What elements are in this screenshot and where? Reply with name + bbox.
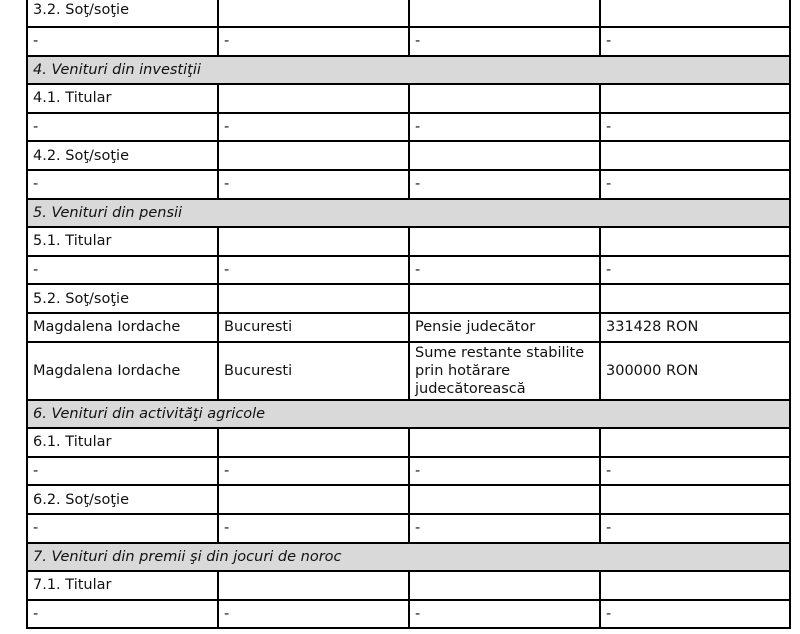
table-cell: Bucuresti bbox=[219, 314, 410, 341]
table-cell: - bbox=[219, 171, 410, 198]
table-cell: - bbox=[410, 257, 601, 284]
empty-cell bbox=[601, 572, 789, 599]
empty-cell bbox=[410, 429, 601, 456]
table-row bbox=[26, 257, 791, 286]
table-cell: - bbox=[606, 33, 612, 50]
table-row bbox=[26, 601, 791, 630]
table-cell: Magdalena Iordache bbox=[28, 314, 219, 341]
subsection-row bbox=[26, 142, 791, 171]
table-cell: Bucuresti bbox=[219, 343, 410, 399]
section-header-row bbox=[26, 401, 791, 430]
empty-cell bbox=[219, 285, 410, 312]
table-row bbox=[26, 314, 791, 343]
subsection-label: 5.2. Soţ/soţie bbox=[28, 285, 219, 312]
empty-cell bbox=[601, 142, 789, 169]
table-cell: - bbox=[28, 257, 219, 284]
section-title: 6. Venituri din activităţi agricole bbox=[33, 405, 266, 422]
income-declaration-table bbox=[26, 0, 791, 634]
table-cell: Sume restante stabilite prin hotărare judecătorească bbox=[410, 343, 601, 399]
table-row bbox=[26, 114, 791, 143]
table-cell: 331428 RON bbox=[606, 319, 699, 336]
table-cell: - bbox=[28, 458, 219, 485]
table-row bbox=[26, 171, 791, 200]
empty-cell bbox=[410, 0, 601, 26]
empty-cell bbox=[601, 285, 789, 312]
section-header-row bbox=[26, 200, 791, 229]
table-cell: - bbox=[28, 114, 219, 141]
section-title: 7. Venituri din premii şi din jocuri de noroc bbox=[33, 548, 342, 565]
table-cell: - bbox=[606, 119, 612, 136]
table-cell: - bbox=[606, 262, 612, 279]
empty-cell bbox=[601, 228, 789, 255]
table-cell: - bbox=[410, 458, 601, 485]
table-cell: - bbox=[410, 171, 601, 198]
table-cell: - bbox=[219, 114, 410, 141]
empty-cell bbox=[410, 572, 601, 599]
table-cell: - bbox=[606, 605, 612, 622]
empty-cell bbox=[219, 0, 410, 26]
section-title: 4. Venituri din investiţii bbox=[33, 61, 201, 78]
empty-cell bbox=[410, 228, 601, 255]
table-cell: 300000 RON bbox=[606, 362, 699, 379]
section-header-row bbox=[26, 544, 791, 573]
subsection-label: 3.2. Soţ/soţie bbox=[28, 0, 219, 26]
table-cell: - bbox=[410, 601, 601, 628]
table-cell: Magdalena Iordache bbox=[28, 343, 219, 399]
subsection-label: 6.1. Titular bbox=[28, 429, 219, 456]
table-cell: - bbox=[410, 515, 601, 542]
empty-cell bbox=[601, 486, 789, 513]
table-cell: - bbox=[410, 114, 601, 141]
table-row bbox=[26, 458, 791, 487]
empty-cell bbox=[410, 285, 601, 312]
subsection-label: 7.1. Titular bbox=[28, 572, 219, 599]
table-cell: - bbox=[28, 171, 219, 198]
section-header-row bbox=[26, 57, 791, 86]
table-cell: - bbox=[219, 601, 410, 628]
table-cell: - bbox=[28, 601, 219, 628]
empty-cell bbox=[219, 228, 410, 255]
empty-cell bbox=[601, 429, 789, 456]
table-cell: - bbox=[219, 458, 410, 485]
subsection-row bbox=[26, 85, 791, 114]
table-cell: - bbox=[28, 515, 219, 542]
empty-cell bbox=[219, 486, 410, 513]
empty-cell bbox=[219, 429, 410, 456]
table-cell: Pensie judecător bbox=[410, 314, 601, 341]
subsection-row bbox=[26, 429, 791, 458]
subsection-row bbox=[26, 0, 791, 28]
table-row bbox=[26, 515, 791, 544]
table-cell: - bbox=[219, 515, 410, 542]
subsection-label: 5.1. Titular bbox=[28, 228, 219, 255]
empty-cell bbox=[410, 486, 601, 513]
table-cell: - bbox=[606, 520, 612, 537]
table-row bbox=[26, 28, 791, 57]
empty-cell bbox=[410, 85, 601, 112]
table-cell: - bbox=[219, 257, 410, 284]
subsection-row bbox=[26, 572, 791, 601]
table-cell: - bbox=[28, 28, 219, 55]
table-row bbox=[26, 343, 791, 401]
empty-cell bbox=[219, 572, 410, 599]
subsection-row bbox=[26, 228, 791, 257]
subsection-row bbox=[26, 285, 791, 314]
table-cell: - bbox=[606, 463, 612, 480]
empty-cell bbox=[410, 142, 601, 169]
table-cell: - bbox=[219, 28, 410, 55]
empty-cell bbox=[219, 142, 410, 169]
subsection-label: 4.1. Titular bbox=[28, 85, 219, 112]
table-cell: - bbox=[606, 176, 612, 193]
subsection-label: 4.2. Soţ/soţie bbox=[28, 142, 219, 169]
table-cell: - bbox=[410, 28, 601, 55]
subsection-label: 6.2. Soţ/soţie bbox=[28, 486, 219, 513]
empty-cell bbox=[219, 85, 410, 112]
subsection-row bbox=[26, 486, 791, 515]
section-title: 5. Venituri din pensii bbox=[33, 204, 183, 221]
empty-cell bbox=[601, 85, 789, 112]
empty-cell bbox=[601, 0, 789, 26]
